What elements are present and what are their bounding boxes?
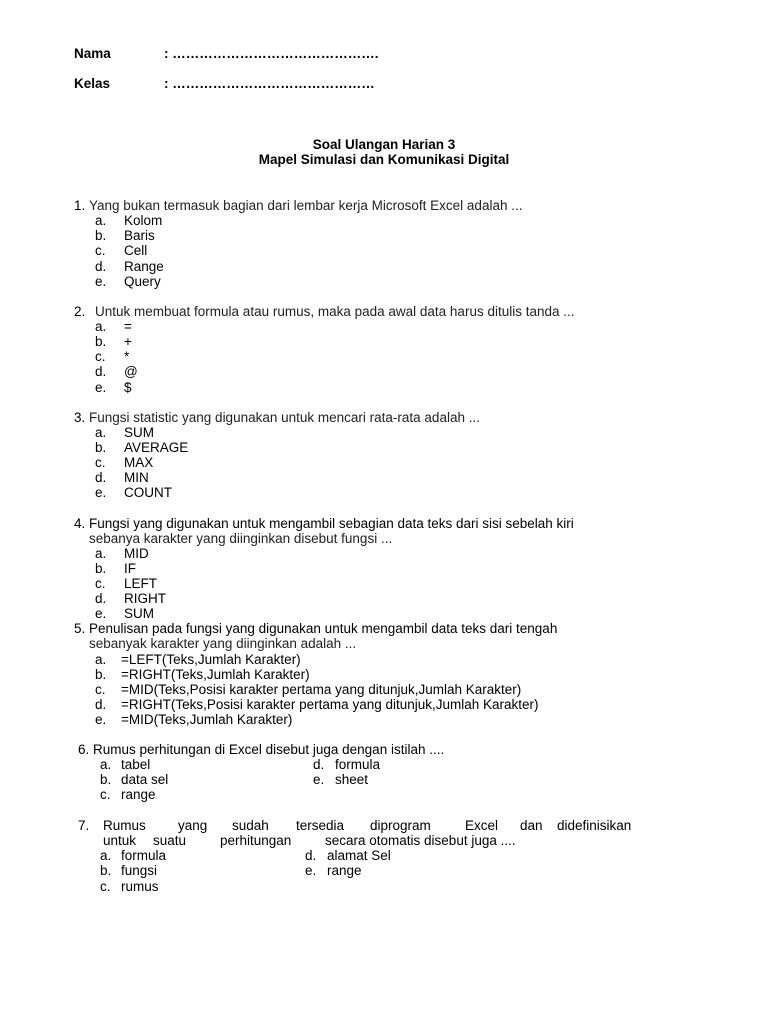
question-7-word: Rumus — [103, 818, 146, 833]
question-2-text: Untuk membuat formula atau rumus, maka pada awal data harus ditulis tanda ... — [95, 304, 575, 319]
option-text[interactable]: tabel — [121, 757, 151, 772]
question-3-text: Fungsi statistic yang digunakan untuk mencari rata-rata adalah ... — [89, 410, 480, 425]
option-letter: c. — [95, 243, 106, 258]
option-letter: b. — [95, 228, 107, 243]
option-text[interactable]: alamat Sel — [327, 848, 391, 863]
option-text[interactable]: @ — [124, 364, 138, 379]
question-4-number: 4. — [74, 516, 86, 531]
option-letter: e. — [95, 274, 107, 289]
question-7-word: dan — [520, 818, 543, 833]
option-text[interactable]: fungsi — [121, 863, 158, 878]
option-letter: a. — [95, 652, 107, 667]
option-letter: a. — [95, 425, 107, 440]
option-text[interactable]: Baris — [124, 228, 155, 243]
option-letter: d. — [95, 591, 107, 606]
question-6-number: 6. — [78, 742, 90, 757]
option-letter: d. — [95, 470, 107, 485]
question-7-word: yang — [178, 818, 208, 833]
question-5-text-line2: sebanyak karakter yang diinginkan adalah ... — [89, 636, 357, 651]
question-5-number: 5. — [74, 621, 86, 636]
option-letter: d. — [95, 697, 107, 712]
option-letter: a. — [95, 546, 107, 561]
question-3-number: 3. — [74, 410, 86, 425]
option-letter: c. — [95, 455, 106, 470]
option-text[interactable]: range — [327, 863, 362, 878]
option-letter: c. — [95, 349, 106, 364]
question-7-word: suatu — [153, 833, 187, 848]
option-text[interactable]: =MID(Teks,Posisi karakter pertama yang ditunjuk,Jumlah Karakter) — [121, 682, 522, 697]
option-letter: a. — [100, 757, 112, 772]
question-7-word: untuk — [103, 833, 137, 848]
option-letter: d. — [95, 259, 107, 274]
option-text[interactable]: =RIGHT(Teks,Jumlah Karakter) — [121, 667, 310, 682]
option-text[interactable]: AVERAGE — [124, 440, 189, 455]
option-letter: e. — [95, 712, 107, 727]
option-text[interactable]: data sel — [121, 772, 169, 787]
option-text[interactable]: Kolom — [124, 213, 163, 228]
question-7-word: diprogram — [370, 818, 431, 833]
option-text[interactable]: MIN — [124, 470, 149, 485]
option-text[interactable]: =MID(Teks,Jumlah Karakter) — [121, 712, 293, 727]
option-letter: d. — [305, 848, 317, 863]
question-7-word: sudah — [232, 818, 269, 833]
option-letter: c. — [95, 576, 106, 591]
option-text[interactable]: rumus — [121, 879, 159, 894]
question-7-word: perhitungan — [220, 833, 292, 848]
option-text[interactable]: Cell — [124, 243, 148, 258]
option-text[interactable]: $ — [124, 380, 132, 395]
option-text[interactable]: MAX — [124, 455, 154, 470]
option-letter: d. — [313, 757, 325, 772]
exam-title: Soal Ulangan Harian 3 — [312, 137, 456, 152]
class-blank[interactable]: : ……………………………………… — [164, 76, 375, 91]
option-text[interactable]: LEFT — [124, 576, 158, 591]
question-7-word: secara otomatis disebut juga .... — [325, 833, 516, 848]
question-2-number: 2. — [74, 304, 86, 319]
option-letter: a. — [95, 319, 107, 334]
option-letter: a. — [100, 848, 112, 863]
option-text[interactable]: RIGHT — [124, 591, 166, 606]
option-text[interactable]: IF — [124, 561, 136, 576]
option-text[interactable]: =RIGHT(Teks,Posisi karakter pertama yang ditunjuk,Jumlah Karakter) — [121, 697, 539, 712]
name-label: Nama — [74, 46, 111, 61]
option-letter: b. — [95, 561, 107, 576]
option-text[interactable]: range — [121, 787, 156, 802]
option-letter: b. — [95, 440, 107, 455]
question-7-word: didefinisikan — [557, 818, 632, 833]
question-7-word: Excel — [465, 818, 499, 833]
question-7-number: 7. — [78, 818, 90, 833]
class-label: Kelas — [74, 76, 111, 91]
option-text[interactable]: =LEFT(Teks,Jumlah Karakter) — [121, 652, 301, 667]
question-5-text-line1: Penulisan pada fungsi yang digunakan untuk mengambil data teks dari tengah — [89, 621, 558, 636]
option-text[interactable]: sheet — [335, 772, 369, 787]
option-letter: c. — [100, 879, 111, 894]
option-letter: d. — [95, 364, 107, 379]
option-letter: b. — [95, 667, 107, 682]
question-4-text-line1: Fungsi yang digunakan untuk mengambil sebagian data teks dari sisi sebelah kiri — [89, 516, 574, 531]
option-text[interactable]: formula — [121, 848, 167, 863]
option-text[interactable]: MID — [124, 546, 149, 561]
question-4-text-line2: sebanya karakter yang diinginkan disebut fungsi ... — [89, 531, 393, 546]
option-letter: b. — [95, 334, 107, 349]
option-letter: a. — [95, 213, 107, 228]
exam-subject: Mapel Simulasi dan Komunikasi Digital — [258, 152, 510, 167]
option-text[interactable]: * — [124, 349, 130, 364]
option-letter: b. — [100, 863, 112, 878]
option-text[interactable]: Range — [124, 259, 164, 274]
option-letter: b. — [100, 772, 112, 787]
option-letter: e. — [95, 485, 107, 500]
option-letter: c. — [100, 787, 111, 802]
option-text[interactable]: COUNT — [124, 485, 172, 500]
option-letter: e. — [95, 606, 107, 621]
question-1-text: Yang bukan termasuk bagian dari lembar kerja Microsoft Excel adalah ... — [89, 198, 523, 213]
option-letter: e. — [313, 772, 325, 787]
name-blank[interactable]: : ………………………………………. — [164, 46, 379, 61]
question-7-word: tersedia — [296, 818, 345, 833]
question-1-number: 1. — [74, 198, 86, 213]
option-text[interactable]: Query — [124, 274, 161, 289]
question-6-text: Rumus perhitungan di Excel disebut juga dengan istilah .... — [93, 742, 445, 757]
option-letter: e. — [305, 863, 317, 878]
option-text[interactable]: SUM — [124, 425, 154, 440]
option-letter: c. — [95, 682, 106, 697]
option-text[interactable]: formula — [335, 757, 381, 772]
option-text[interactable]: SUM — [124, 606, 154, 621]
option-letter: e. — [95, 380, 107, 395]
option-text[interactable]: + — [124, 334, 132, 349]
option-text[interactable]: = — [124, 319, 132, 334]
